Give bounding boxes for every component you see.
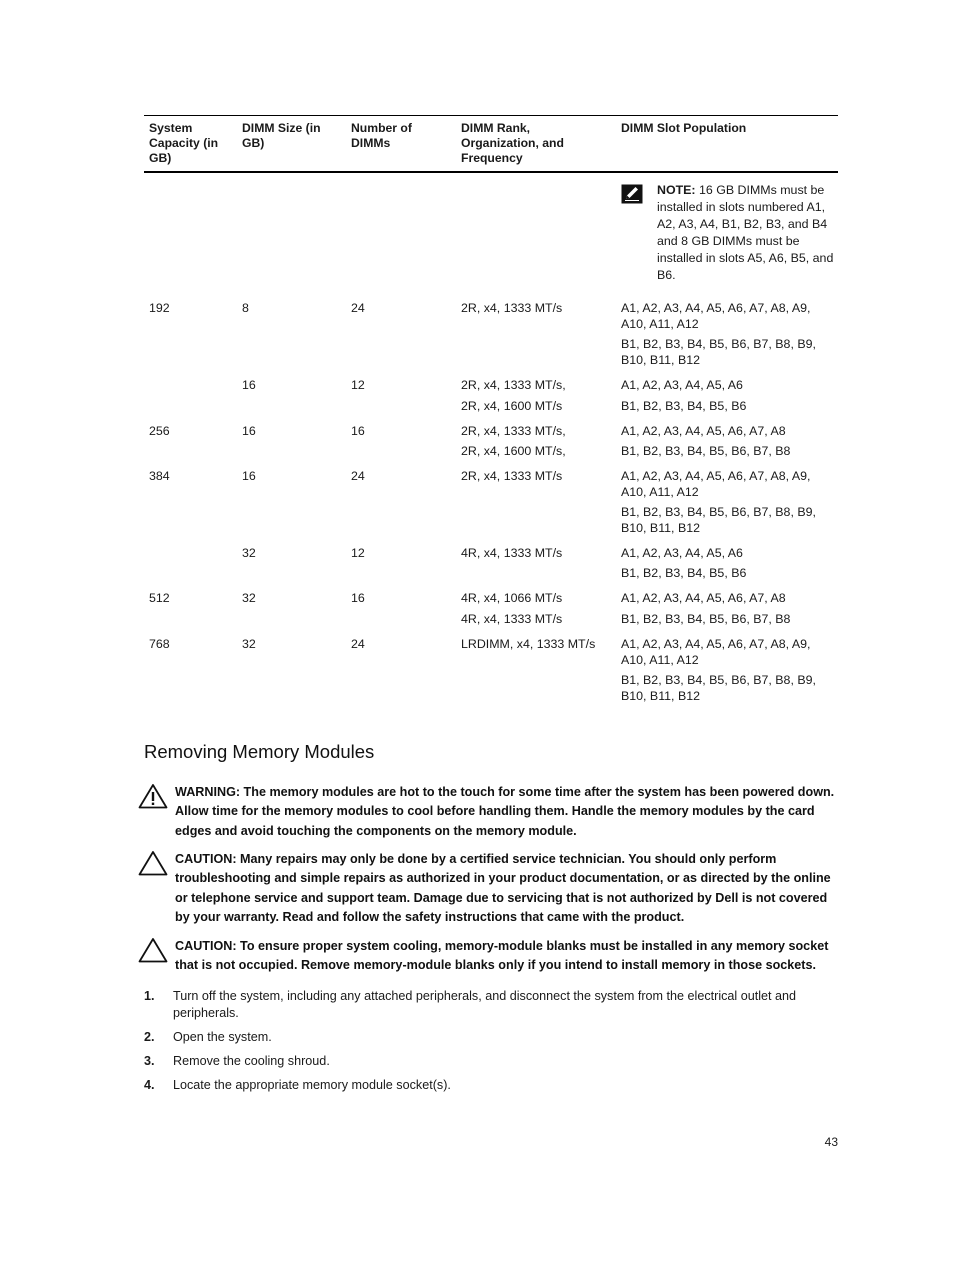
slots-a: A1, A2, A3, A4, A5, A6 [621,378,743,392]
slots-a: A1, A2, A3, A4, A5, A6, A7, A8, A9, A10, A11, A12 [621,301,811,331]
slots-a: A1, A2, A3, A4, A5, A6, A7, A8, A9, A10, A11, A12 [621,469,811,499]
section-title: Removing Memory Modules [144,741,375,762]
slots-b: B1, B2, B3, B4, B5, B6, B7, B8, B9, B10, B11, B12 [621,505,816,535]
caution-text-1: CAUTION: Many repairs may only be done by a certified service technician. You should only perform troubleshooting and simple repairs as authorized in your product documentation, or as directed by the online or telephone service and support team. Damage due to servicing that is not authorized by Dell is not covered by your warranty. Read and follow the safety instructions that came with the product. [175,852,831,924]
header-slot-population: DIMM Slot Population [616,116,838,173]
warning-text: WARNING: The memory modules are hot to the touch for some time after the system has been powered down. Allow time for the memory modules to cool before handling them. Handle the memory modules by the card edges and avoid touching the components on the memory module. [175,785,835,838]
slots-a: A1, A2, A3, A4, A5, A6, A7, A8 [621,591,786,605]
slots-b: B1, B2, B3, B4, B5, B6, B7, B8, B9, B10, B11, B12 [621,337,816,367]
note-row [144,172,838,291]
header-system-capacity: System Capacity (in GB) [144,116,237,173]
header-number-of-dimms: Number of DIMMs [346,116,456,173]
list-item: 4. Locate the appropriate memory module socket(s). [144,1078,451,1092]
caution-triangle-icon [138,937,168,963]
slots-a: A1, A2, A3, A4, A5, A6 [621,546,743,560]
note-pencil-icon [621,184,643,204]
table-header-row [144,116,838,173]
caution-callout-1 [138,850,838,927]
header-dimm-rank: DIMM Rank, Organization, and Frequency [456,116,616,173]
table-row: 512 32 16 4R, x4, 1066 MT/s 4R, x4, 1333 MT/s A1, A2, A3, A4, A5, A6, A7, A8 B1, B2, B3, B4, B5, B6, B7, B8 [144,581,838,627]
slots-a: A1, A2, A3, A4, A5, A6, A7, A8, A9, A10, A11, A12 [621,637,811,667]
note-callout [621,182,834,284]
warning-triangle-icon [138,783,168,809]
slots-b: B1, B2, B3, B4, B5, B6, B7, B8 [621,612,791,626]
table-row: 192 8 24 2R, x4, 1333 MT/s A1, A2, A3, A4, A5, A6, A7, A8, A9, A10, A11, A12 B1, B2, B3, B4, B5, B6, B7, B8, B9, B10, B11, B12 [144,291,838,368]
caution-callout-2 [138,937,838,976]
slots-a: A1, A2, A3, A4, A5, A6, A7, A8 [621,424,786,438]
list-item: 1. Turn off the system, including any attached peripherals, and disconnect the system from the electrical outlet and peripherals. [144,989,797,1020]
note-text: NOTE: 16 GB DIMMs must be installed in slots numbered A1, A2, A3, A4, B1, B2, B3, and B4 and 8 GB DIMMs must be installed in slots A5, A6, B5, and B6. [657,183,834,282]
list-item: 3. Remove the cooling shroud. [144,1054,330,1068]
header-dimm-size: DIMM Size (in GB) [237,116,346,173]
page-number: 43 [824,1135,838,1149]
table-row: 32 12 4R, x4, 1333 MT/s A1, A2, A3, A4, A5, A6 B1, B2, B3, B4, B5, B6 [144,536,838,581]
table-row: 768 32 24 LRDIMM, x4, 1333 MT/s A1, A2, A3, A4, A5, A6, A7, A8, A9, A10, A11, A12 B1, B2, B3, B4, B5, B6, B7, B8, B9, B10, B11, B12 [144,627,838,704]
table-row: 256 16 16 2R, x4, 1333 MT/s, 2R, x4, 1600 MT/s, A1, A2, A3, A4, A5, A6, A7, A8 B1, B2, B3, B4, B5, B6, B7, B8 [144,414,838,459]
list-item: 2. Open the system. [144,1030,272,1044]
table-row: 16 12 2R, x4, 1333 MT/s, 2R, x4, 1600 MT/s A1, A2, A3, A4, A5, A6 B1, B2, B3, B4, B5, B6 [144,368,838,414]
slots-b: B1, B2, B3, B4, B5, B6 [621,566,747,580]
caution-text-2: CAUTION: To ensure proper system cooling, memory-module blanks must be installed in any memory socket that is not occupied. Remove memory-module blanks only if you intend to install memory in those sockets. [175,939,829,973]
caution-triangle-icon [138,850,168,876]
warning-callout [138,783,838,841]
table-row: 384 16 24 2R, x4, 1333 MT/s A1, A2, A3, A4, A5, A6, A7, A8, A9, A10, A11, A12 B1, B2, B3, B4, B5, B6, B7, B8, B9, B10, B11, B12 [144,459,838,536]
dimm-population-table [144,115,838,704]
slots-b: B1, B2, B3, B4, B5, B6 [621,399,747,413]
procedure-steps [144,988,838,1101]
slots-b: B1, B2, B3, B4, B5, B6, B7, B8 [621,444,791,458]
slots-b: B1, B2, B3, B4, B5, B6, B7, B8, B9, B10, B11, B12 [621,673,816,703]
